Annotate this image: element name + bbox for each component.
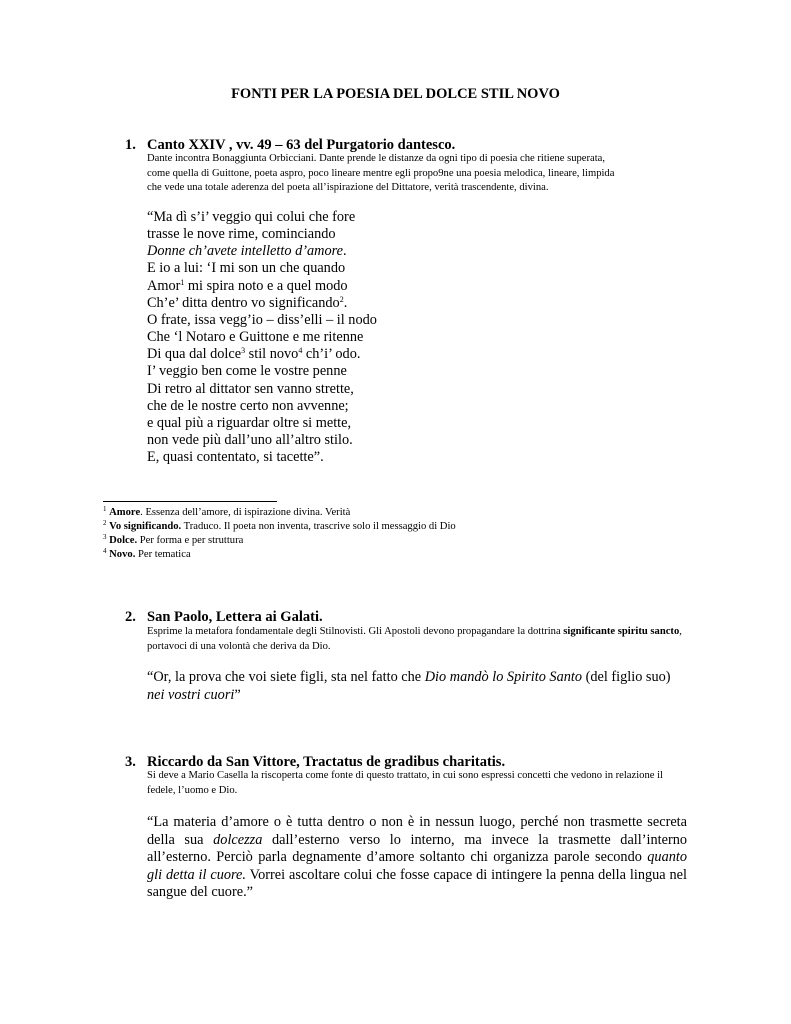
- section-2-title: San Paolo, Lettera ai Galati.: [147, 609, 323, 625]
- verse-line: E, quasi contentato, si tacette”.: [147, 449, 324, 466]
- verse-text: ch’i’ odo.: [302, 346, 361, 363]
- section-1-title: Canto XXIV , vv. 49 – 63 del Purgatorio dantesco.: [147, 137, 456, 153]
- quote-text: dall’esterno verso lo interno, ma invece la trasmette dall’interno all’esterno. Perciò parla degnamente d’amore soltanto chi organizza parole secondo: [147, 831, 687, 866]
- page-title: FONTI PER LA POESIA DEL DOLCE STIL NOVO: [231, 86, 560, 102]
- verse-line: E io a lui: ‘I mi son un che quando: [147, 260, 346, 277]
- footnote-text: Per tematica: [135, 549, 191, 560]
- verse-line: che de le nostre certo non avvenne;: [147, 397, 349, 414]
- verse-line: trasse le nove rime, cominciando: [147, 226, 336, 243]
- quote-text: “La materia d’amore o è tutta dentro o non è in nessun luogo, perché non trasmette secreta della sua: [147, 814, 687, 848]
- footnote-number: 2: [103, 519, 107, 527]
- verse-punct: .: [342, 243, 347, 260]
- section-2-intro: [147, 625, 692, 654]
- verse-text: .: [343, 294, 348, 311]
- section-3-intro: Si deve a Mario Casella la riscoperta come fonte di questo trattato, in cui sono espressi concetti che vedono in relazione il fedele, l’uomo e Dio.: [147, 770, 663, 796]
- footnote-text: . Essenza dell’amore, di ispirazione divina. Verità: [140, 507, 351, 518]
- section-2-quote: [147, 669, 687, 704]
- footnote-term: Amore: [109, 507, 141, 518]
- verse-line: “Ma dì s’i’ veggio qui colui che fore: [147, 209, 356, 225]
- verse-text: Amor: [147, 277, 181, 294]
- footnote-text: Traduco. Il poeta non inventa, trascrive solo il messaggio di Dio: [181, 521, 456, 532]
- section-2-number: 2.: [125, 609, 136, 625]
- quote-text: “Or, la prova che voi siete figli, sta nel fatto che: [147, 669, 425, 685]
- footnote: [103, 534, 456, 548]
- intro-text: Esprime la metafora fondamentale degli Stilnovisti. Gli Apostoli devono propagandare la dottrina: [147, 626, 564, 637]
- footnotes: [103, 506, 456, 562]
- section-2-heading: [125, 609, 323, 626]
- footnote: [103, 506, 456, 520]
- verse-text: Di qua dal dolce: [147, 346, 242, 363]
- verse-line: [147, 346, 377, 363]
- verse-line: non vede più dall’uno all’altro stilo.: [147, 432, 353, 449]
- quote-text: ”: [234, 686, 241, 703]
- section-1-verse: [147, 209, 377, 466]
- verse-text: stil novo: [245, 346, 299, 363]
- footnote: [103, 520, 456, 534]
- footnote-ref[interactable]: 2: [339, 294, 344, 304]
- footnote-ref[interactable]: 3: [241, 346, 246, 356]
- section-1-number: 1.: [125, 137, 136, 153]
- quote-text: Vorrei ascoltare colui che fosse capace di intingere la penna della lingua nel sangue del cuore.”: [147, 866, 687, 901]
- verse-line: I’ veggio ben come le vostre penne: [147, 363, 347, 380]
- intro-bold: significante spiritu sancto: [563, 626, 680, 637]
- footnote: [103, 548, 456, 562]
- section-1-intro: [147, 152, 692, 196]
- footnote-text: Per forma e per struttura: [137, 535, 244, 546]
- quote-italic: nei vostri cuori: [147, 686, 235, 703]
- intro-line: che vede una totale aderenza del poeta all’ispirazione del Dittatore, verità trascendente, divina.: [147, 182, 549, 193]
- footnote-ref[interactable]: 1: [180, 277, 185, 287]
- section-3-quote: [147, 814, 687, 902]
- verse-line: [147, 278, 377, 295]
- footnote-number: 3: [103, 533, 107, 541]
- verse-line: e qual più a riguardar oltre si mette,: [147, 414, 352, 431]
- verse-line: Che ‘l Notaro e Guittone e me ritenne: [147, 329, 364, 346]
- footnote-term: Novo.: [109, 549, 136, 560]
- section-3-number: 3.: [125, 754, 136, 770]
- verse-text: mi spira noto e a quel modo: [184, 277, 348, 294]
- quote-italic: dolcezza: [213, 831, 263, 848]
- quote-italic: Dio mandò lo Spirito Santo: [424, 669, 582, 685]
- footnote-divider: [103, 501, 277, 502]
- intro-line: come quella di Guittone, poeta aspro, poco lineare mentre egli propo9ne una poesia melodica, lineare, limpida: [147, 167, 615, 179]
- verse-line: [147, 295, 377, 312]
- verse-line: [147, 243, 377, 260]
- intro-line: Dante incontra Bonaggiunta Orbicciani. Dante prende le distanze da ogni tipo di poesia che ritiene superata,: [147, 153, 606, 164]
- verse-text: Ch’e’ ditta dentro vo significando: [147, 294, 340, 311]
- section-3-title: Riccardo da San Vittore, Tractatus de gradibus charitatis.: [147, 754, 506, 770]
- verse-line: Di retro al dittator sen vanno strette,: [147, 380, 354, 397]
- quote-italic: quanto gli detta il cuore.: [147, 849, 687, 883]
- quote-text: (del figlio suo): [582, 669, 671, 685]
- verse-line: O frate, issa vegg’io – diss’elli – il nodo: [147, 311, 377, 328]
- verse-italic: Donne ch’avete intelletto d’amore: [147, 243, 343, 260]
- footnote-ref[interactable]: 4: [298, 346, 303, 356]
- footnote-term: Dolce.: [109, 535, 138, 546]
- footnote-term: Vo significando.: [109, 521, 182, 532]
- intro-text: , portavoci di una volontà che deriva da Dio.: [147, 626, 682, 652]
- footnote-number: 1: [103, 505, 107, 513]
- footnote-number: 4: [103, 547, 107, 555]
